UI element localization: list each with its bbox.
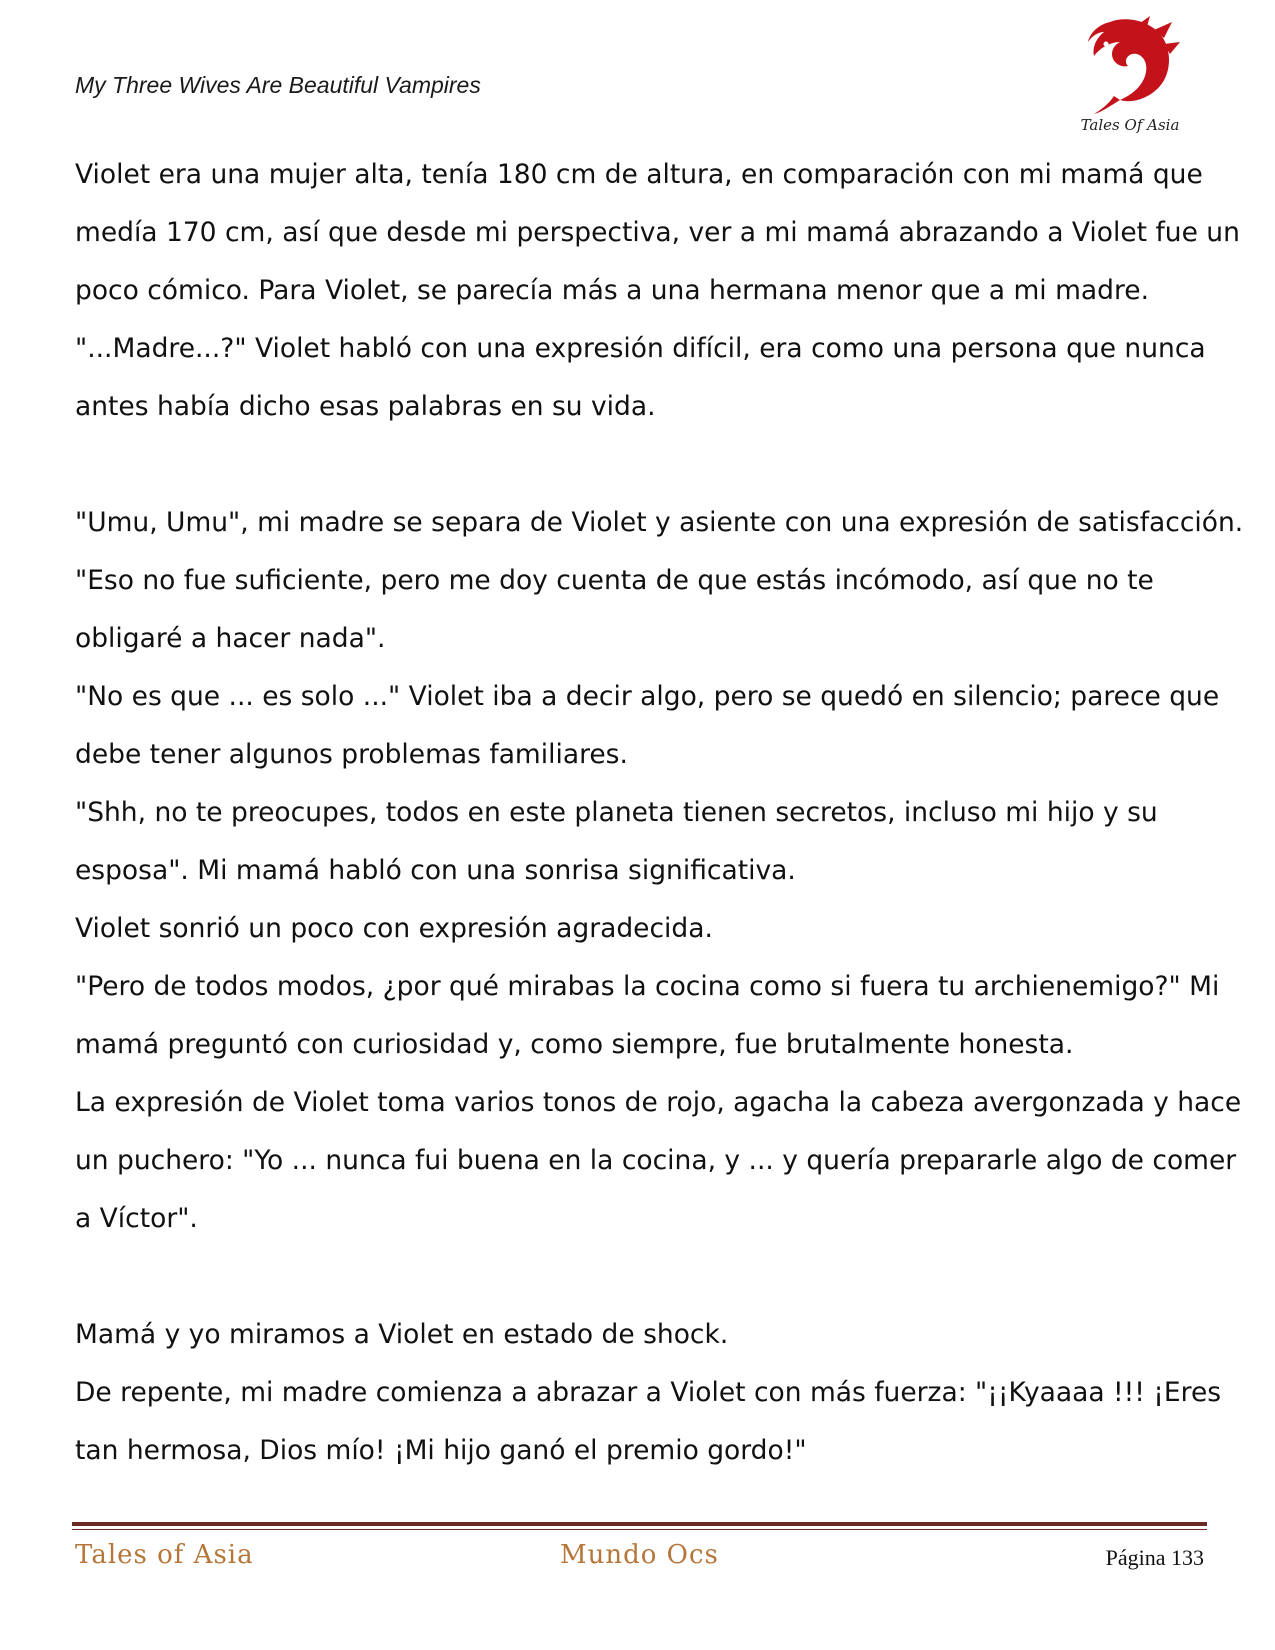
text-line: poco cómico. Para Violet, se parecía más a una hermana menor que a mi madre. [75,275,1149,306]
footer-translator: Mundo Ocs [560,1540,719,1570]
text-line: "Shh, no te preocupes, todos en este planeta tienen secretos, incluso mi hijo y su [75,797,1158,828]
body-text [75,146,1244,1480]
text-line: debe tener algunos problemas familiares. [75,739,628,770]
text-line: mamá preguntó con curiosidad y, como siempre, fue brutalmente honesta. [75,1029,1074,1060]
text-line: antes había dicho esas palabras en su vida. [75,391,656,422]
text-line: La expresión de Violet toma varios tonos de rojo, agacha la cabeza avergonzada y hace [75,1087,1242,1118]
text-line: "...Madre...?" Violet habló con una expresión difícil, era como una persona que nunca [75,333,1206,364]
text-line: "Umu, Umu", mi madre se separa de Violet y asiente con una expresión de satisfacción. [75,507,1244,538]
text-line: Violet sonrió un poco con expresión agradecida. [75,913,713,944]
text-line: Violet era una mujer alta, tenía 180 cm de altura, en comparación con mi mamá que [75,159,1203,190]
text-line: "Pero de todos modos, ¿por qué mirabas la cocina como si fuera tu archienemigo?" Mi [75,971,1220,1002]
text-line: "Eso no fue suficiente, pero me doy cuenta de que estás incómodo, así que no te [75,565,1154,596]
tales-of-asia-logo [1080,14,1180,139]
text-line: Mamá y yo miramos a Violet en estado de shock. [75,1319,729,1350]
page-number: Página 133 [1105,1545,1204,1570]
text-line: tan hermosa, Dios mío! ¡Mi hijo ganó el premio gordo!" [75,1435,807,1466]
text-line: un puchero: "Yo ... nunca fui buena en la cocina, y ... y quería prepararle algo de comer [75,1145,1237,1176]
text-line: esposa". Mi mamá habló con una sonrisa significativa. [75,855,796,886]
paragraph-gap [75,436,1205,494]
text-line: medía 170 cm, así que desde mi perspectiva, ver a mi mamá abrazando a Violet fue un [75,217,1240,248]
text-line: "No es que ... es solo ..." Violet iba a decir algo, pero se quedó en silencio; parece que [75,681,1220,712]
text-line: De repente, mi madre comienza a abrazar a Violet con más fuerza: "¡¡Kyaaaa !!! ¡Eres [75,1377,1222,1408]
dragon-icon [1080,14,1180,119]
footer-site-name: Tales of Asia [75,1540,254,1570]
paragraph-gap [75,1248,1205,1306]
text-line: obligaré a hacer nada". [75,623,386,654]
text-line: a Víctor". [75,1203,198,1234]
document-header-title: My Three Wives Are Beautiful Vampires [75,72,481,98]
footer-divider [72,1522,1207,1526]
footer-divider-thin [72,1529,1207,1530]
logo-text: Tales Of Asia [1080,116,1180,134]
